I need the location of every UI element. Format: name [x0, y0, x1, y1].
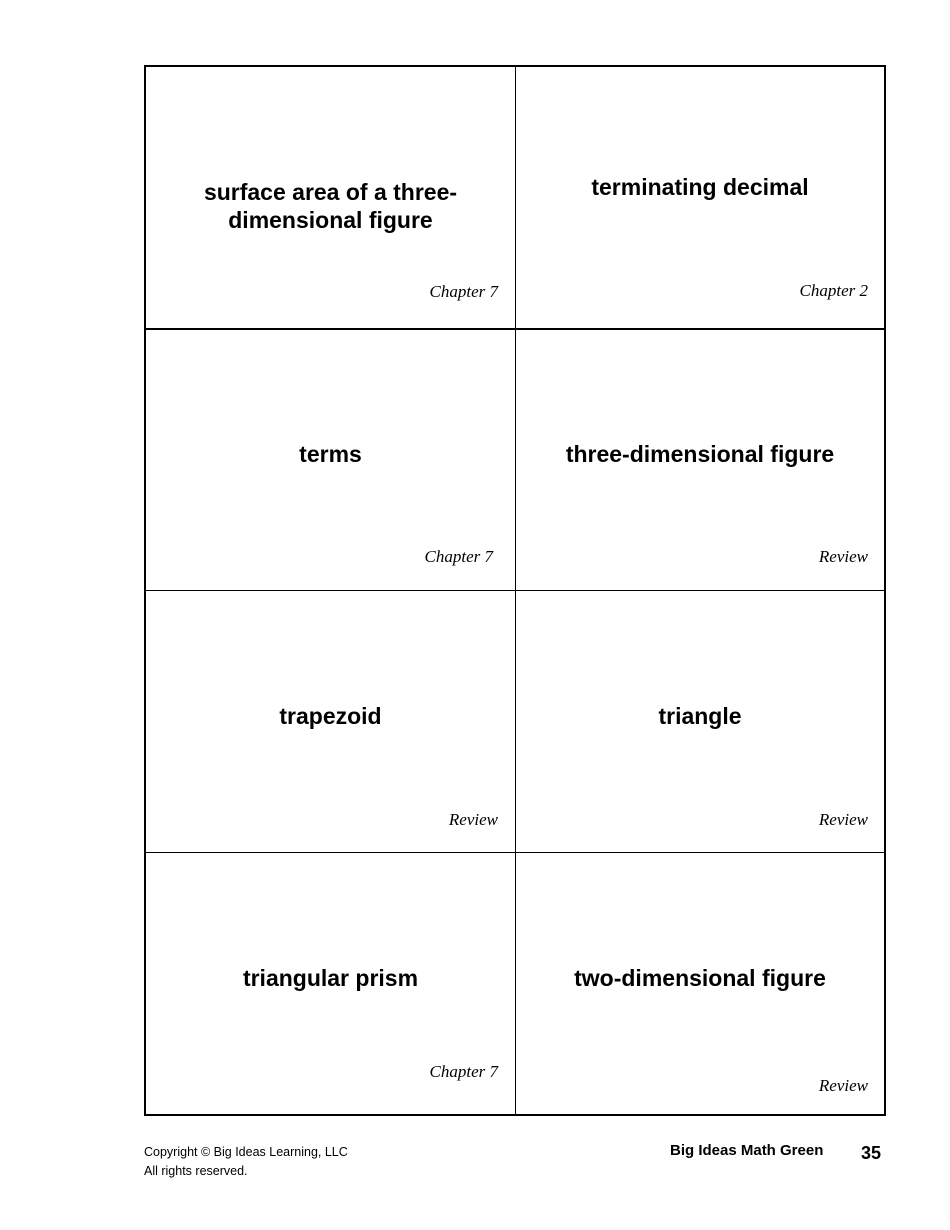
- copyright-line: Copyright © Big Ideas Learning, LLC: [144, 1145, 348, 1159]
- card-chapter: Review: [818, 810, 868, 829]
- flashcard: [516, 591, 884, 852]
- flashcard: [516, 853, 884, 1114]
- card-chapter: Chapter 7: [429, 282, 498, 301]
- flashcard: [146, 591, 515, 852]
- card-term: triangle: [658, 703, 742, 729]
- rights-line: All rights reserved.: [144, 1164, 248, 1178]
- flashcard: [146, 330, 515, 590]
- card-term: terms: [299, 441, 362, 467]
- flashcard: [516, 330, 884, 590]
- flashcard-grid: [144, 65, 886, 1116]
- page-number: 35: [861, 1143, 882, 1163]
- card-chapter: Review: [448, 810, 498, 829]
- card-chapter: Chapter 2: [799, 281, 868, 300]
- card-chapter: Chapter 7: [424, 547, 493, 566]
- card-term: trapezoid: [279, 703, 382, 729]
- book-title: Big Ideas Math Green: [670, 1142, 824, 1159]
- card-term: surface area of a three-dimensional figure: [203, 179, 458, 233]
- card-chapter: Review: [818, 1076, 868, 1095]
- card-term: triangular prism: [242, 965, 419, 991]
- card-chapter: Review: [818, 547, 868, 566]
- flashcard: [516, 67, 884, 328]
- card-term: terminating decimal: [591, 174, 809, 200]
- card-term: three-dimensional figure: [565, 441, 835, 467]
- flashcard: [146, 67, 515, 328]
- copyright-notice: [144, 1143, 348, 1181]
- flashcard: [146, 853, 515, 1114]
- card-term: two-dimensional figure: [574, 965, 826, 991]
- card-chapter: Chapter 7: [429, 1062, 498, 1081]
